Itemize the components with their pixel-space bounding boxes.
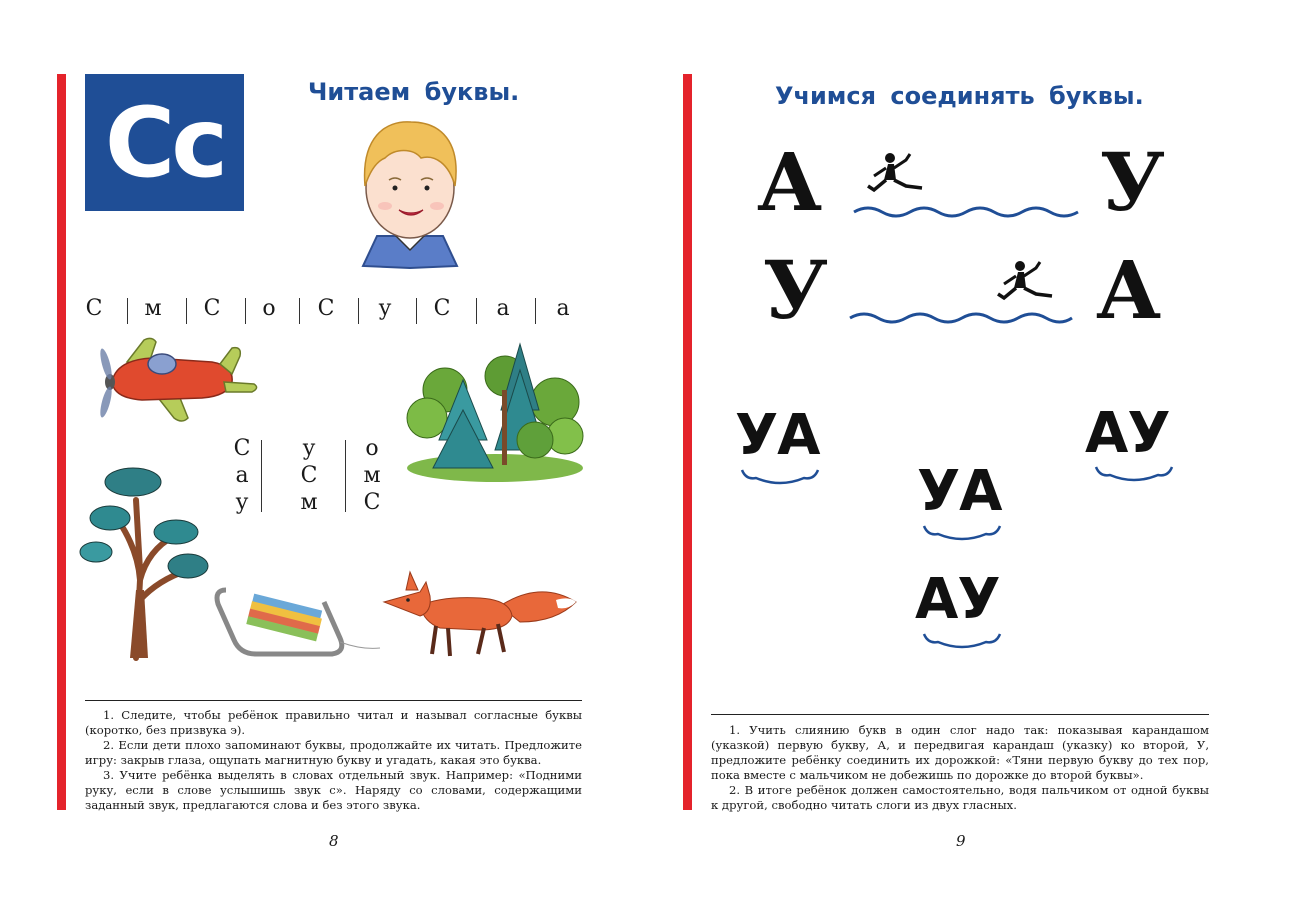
right-page-title: Учимся соединять буквы. [775,82,1144,110]
column-letter: м [363,463,381,488]
note-paragraph: 1. Следите, чтобы ребёнок правильно читал и называл согласные буквы (коротко, без призвука э). [85,708,582,737]
right-notes [711,723,1209,813]
row-letter: С [317,296,335,321]
row-divider [358,298,359,324]
forest-illustration [405,340,585,485]
row-letter: м [144,296,162,321]
syllable-ua: УА [735,403,820,468]
row-divider [186,298,187,324]
big-letter-u: У [1100,135,1165,229]
row-divider [416,298,417,324]
column-divider [261,440,262,512]
fox-illustration [380,566,580,661]
boy-illustration [355,118,465,273]
airplane-illustration [82,334,262,426]
right-red-bar [683,74,692,810]
syllable-arc [922,630,1002,654]
column-letter: м [300,490,318,515]
row-letter: С [433,296,451,321]
syllable-arc [1094,463,1174,487]
note-paragraph: 2. В итоге ребёнок должен самостоятельно, водя пальчиком от одной буквы к другой, свободно читать слоги из двух гласных. [711,783,1209,812]
row-divider [535,298,536,324]
column-letter: С [363,490,381,515]
row-letter: у [378,296,392,321]
page-number-right: 9 [956,832,966,850]
big-letter-u: У [763,243,828,337]
page-number-left: 8 [329,832,339,850]
note-paragraph: 3. Учите ребёнка выделять в словах отдельный звук. Например: «Подними руку, если в слове услышишь звук с». Наряду со словами, содержащими заданный звук, предлагаются слова и без этого звука. [85,768,582,812]
letter-block [85,74,244,211]
column-letter: у [235,490,249,515]
syllable-arc [740,466,820,490]
column-divider [345,440,346,512]
row-divider [476,298,477,324]
syllable-arc [922,522,1002,546]
row-letter: о [262,296,276,321]
wave-path [850,310,1072,326]
running-boy-icon [996,258,1058,308]
row-divider [299,298,300,324]
note-paragraph: 2. Если дети плохо запоминают буквы, продолжайте их читать. Предложите игру: закрыв глаза, ощупать магнитную букву и угадать, какая это буква. [85,738,582,767]
column-letter: С [233,436,251,461]
big-letter-a: А [757,135,823,229]
row-letter: С [203,296,221,321]
syllable-au: АУ [1085,401,1170,466]
column-letter: С [300,463,318,488]
left-notes-divider [85,700,582,701]
syllable-au: АУ [915,567,1000,632]
column-letter: а [235,463,249,488]
pine-tree-illustration [78,460,208,660]
column-letter: у [302,436,316,461]
column-letter: о [365,436,379,461]
left-red-bar [57,74,66,810]
letter-block-text: Сс [104,86,225,199]
row-letter: а [556,296,570,321]
row-letter: С [85,296,103,321]
big-letter-a: А [1096,243,1162,337]
note-paragraph: 1. Учить слиянию букв в один слог надо так: показывая карандашом (указкой) первую букву, А, и передвигая карандаш (указку) ко второй, У, предложите ребёнку соединить их дорожкой: «Тяни первую букву до тех пор, пока вместе с мальчиком не добежишь по дорожке до второй буквы». [711,723,1209,782]
row-divider [245,298,246,324]
right-notes-divider [711,714,1209,715]
row-divider [127,298,128,324]
syllable-ua: УА [917,459,1002,524]
left-page-title: Читаем буквы. [308,78,520,106]
left-notes [85,708,582,813]
row-letter: а [496,296,510,321]
sled-illustration [212,582,382,662]
running-boy-icon [866,150,928,200]
wave-path [854,204,1078,220]
